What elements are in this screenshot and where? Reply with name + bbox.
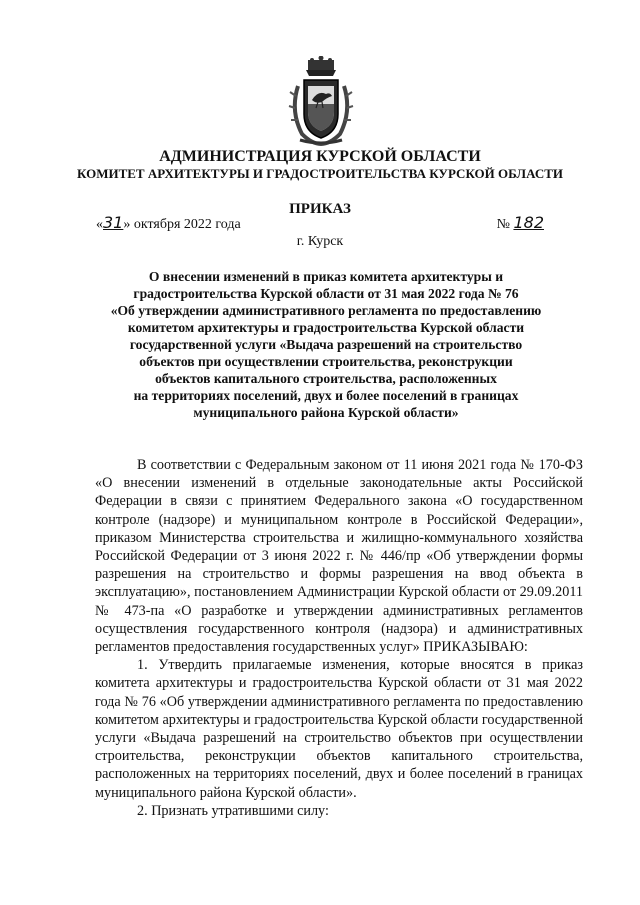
- handwritten-number: 182: [513, 213, 544, 232]
- subject-line: градостроительства Курской области от 31 мая 2022 года № 76: [133, 286, 519, 301]
- order-date: [96, 213, 241, 233]
- subject-line: О внесении изменений в приказ комитета архитектуры и: [148, 269, 504, 284]
- subject-line: комитетом архитектуры и градостроительства Курской области: [127, 320, 525, 335]
- order-subject: [84, 268, 568, 421]
- subject-line: объектов при осуществлении строительства, реконструкции: [139, 354, 513, 369]
- committee-name: КОМИТЕТ АРХИТЕКТУРЫ И ГРАДОСТРОИТЕЛЬСТВА КУРСКОЙ ОБЛАСТИ: [76, 166, 564, 181]
- subject-line: муниципального района Курской области»: [193, 405, 459, 420]
- order-number: [497, 213, 544, 233]
- item-2-paragraph: 2. Признать утратившими силу:: [137, 802, 329, 819]
- date-open-quote: «: [96, 217, 103, 232]
- subject-line: «Об утверждении административного регламента по предоставлению: [110, 303, 542, 318]
- subject-line: объектов капитального строительства, расположенных: [155, 371, 497, 386]
- document-type-title: ПРИКАЗ: [289, 201, 351, 217]
- organization-name: АДМИНИСТРАЦИЯ КУРСКОЙ ОБЛАСТИ: [159, 148, 481, 165]
- subject-line: на территориях поселений, двух и более поселений в границах: [133, 388, 519, 403]
- handwritten-day: 31: [103, 213, 124, 232]
- preamble-paragraph: В соответствии с Федеральным законом от 11 июня 2021 года № 170-ФЗ «О внесении изменений в отдельные законодательные акты Российской Федерации в связи с принятием Федерального закона «О государственном контроле (надзоре) и муниципальном контроле в Российской Федерации», приказом Министерства строительства и жилищно-коммунального хозяйства Российской Федерации от 3 июня 2022 г. № 446/пр «Об утверждении формы разрешения на строительство и формы разрешения на ввод объекта в эксплуатацию», постановлением Администрации Курской области от 29.09.2011 № 473-па «О разработке и утверждении административных регламентов осуществления государственного контроля (надзора) и административных регламентов предоставления государственных услуг» ПРИКАЗЫВАЮ:: [95, 457, 583, 656]
- number-prefix: №: [496, 217, 514, 232]
- order-body: [95, 456, 583, 820]
- item-1-paragraph: 1. Утвердить прилагаемые изменения, которые вносятся в приказ комитета архитектуры и градостроительства Курской области от 31 мая 2022 года № 76 «Об утверждении административного регламента по предоставлению комитетом архитектуры и градостроительства Курской области государственной услуги «Выдача разрешений на строительство объектов при осуществлении строительства, реконструкции объектов капитального строительства, расположенных на территориях поселений, двух и более поселений в границах муниципального района Курской области».: [95, 657, 583, 801]
- date-month-year: » октября 2022 года: [123, 217, 241, 232]
- city-name: г. Курск: [296, 234, 344, 249]
- coat-of-arms-icon: [288, 56, 354, 146]
- subject-line: государственной услуги «Выдача разрешений на строительство: [129, 337, 523, 352]
